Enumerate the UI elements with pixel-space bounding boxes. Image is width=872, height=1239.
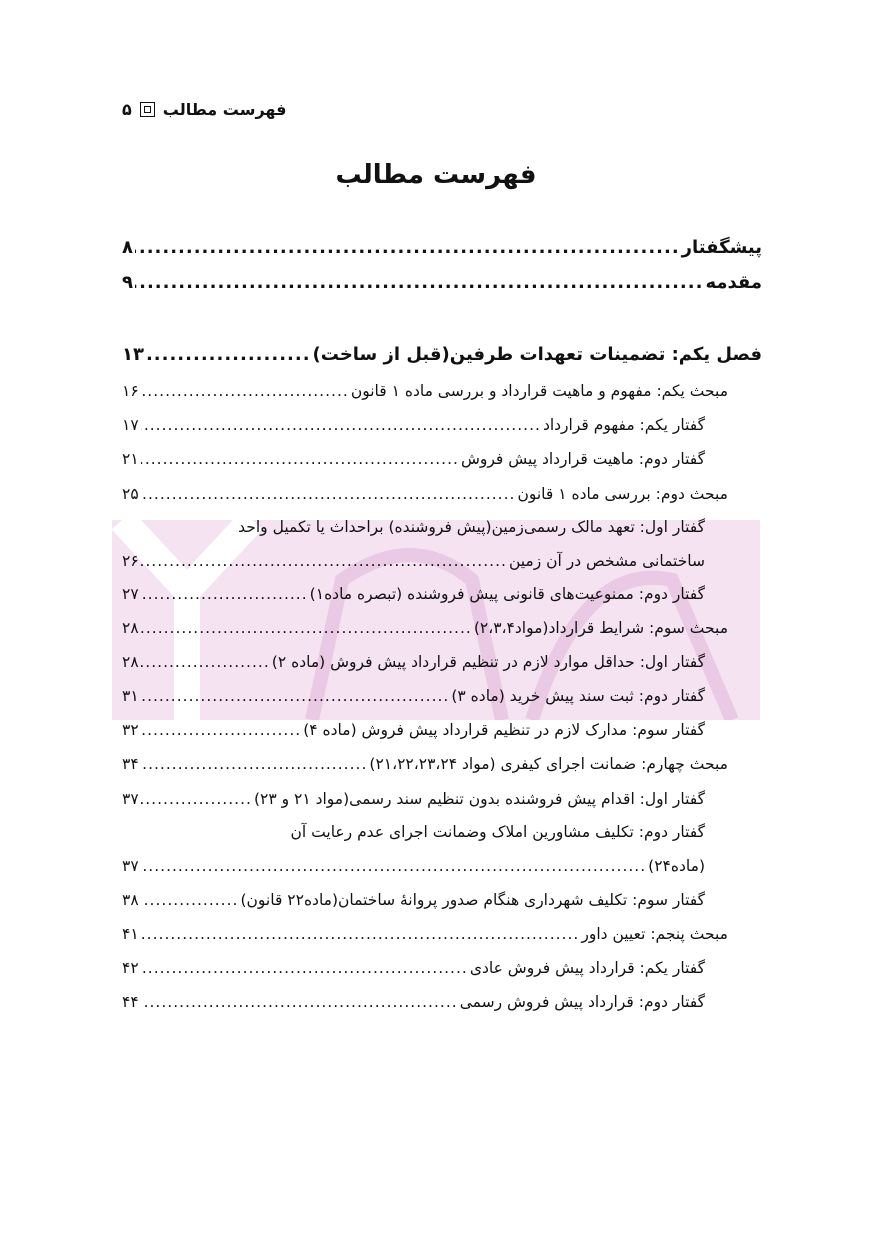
toc-entry[interactable] <box>122 540 705 570</box>
toc-entry[interactable] <box>122 263 762 293</box>
dot-leader <box>141 416 541 434</box>
toc-entry[interactable] <box>122 438 705 468</box>
toc-entry-page: ۳۲ <box>122 721 139 739</box>
dot-leader <box>141 755 368 773</box>
toc-entry[interactable] <box>122 811 705 841</box>
toc-entry-page: ۳۸ <box>122 891 139 909</box>
toc-entry-title: گفتار سوم: تکلیف شهرداری هنگام صدور پروانهٔ ساختمان(ماده۲۲ قانون) <box>240 891 705 909</box>
dot-leader <box>135 237 680 258</box>
toc-entry-page: ۳۴ <box>122 755 139 773</box>
dot-leader <box>141 857 647 875</box>
toc-entry[interactable] <box>122 473 728 503</box>
toc-entry-page: ۳۱ <box>122 687 139 705</box>
toc-entry-page: ۲۷ <box>122 585 139 603</box>
toc-entry[interactable] <box>122 573 705 603</box>
toc-entry-title: گفتار دوم: ثبت سند پیش خرید (ماده ۳) <box>451 687 705 705</box>
toc-entry-page: ۲۱ <box>122 450 139 468</box>
toc-entry[interactable] <box>122 709 705 739</box>
running-header-page: ۵ <box>122 100 132 119</box>
dot-leader <box>141 993 458 1011</box>
toc-entry-title: گفتار سوم: مدارک لازم در تنظیم قرارداد پیش فروش (ماده ۴) <box>303 721 705 739</box>
toc-entry-title: گفتار یکم: قرارداد پیش فروش عادی <box>469 959 705 977</box>
toc-entry-title: مبحث سوم: شرایط قرارداد(مواد۲،۳،۴) <box>473 619 728 637</box>
toc-entry[interactable] <box>122 404 705 434</box>
toc-entry-title: گفتار دوم: قرارداد پیش فروش رسمی <box>459 993 705 1011</box>
toc-entry-title: گفتار دوم: ماهیت قرارداد پیش فروش <box>460 450 705 468</box>
page-title: فهرست مطالب <box>335 160 537 190</box>
toc-entry-page: ۱۶ <box>122 382 139 400</box>
toc-entry-title: گفتار دوم: تکلیف مشاورین املاک وضمانت اجرای عدم رعایت آن <box>290 823 705 841</box>
dot-leader <box>141 653 270 671</box>
toc-entry-title: (ماده۲۴) <box>648 857 705 875</box>
toc-entry-title: مبحث چهارم: ضمانت اجرای کیفری (مواد ۲۱،۲۲،۲۳،۲۴) <box>369 755 728 773</box>
toc-entry-title: پیشگفتار <box>681 237 762 258</box>
dot-leader <box>141 721 302 739</box>
dot-leader <box>141 687 450 705</box>
dot-leader <box>135 272 703 293</box>
toc-entry[interactable] <box>122 335 762 365</box>
toc-entry-page: ۱۳ <box>122 344 144 365</box>
toc-entry[interactable] <box>122 607 728 637</box>
toc-entry-title: گفتار دوم: ممنوعیت‌های قانونی پیش فروشنده (تبصره ماده۱) <box>309 585 705 603</box>
toc-entry-title: گفتار اول: حداقل موارد لازم در تنظیم قرارداد پیش فروش (ماده ۲) <box>271 653 705 671</box>
toc-entry[interactable] <box>122 370 728 400</box>
toc-entry-page: ۲۸ <box>122 653 139 671</box>
square-ornament-icon <box>140 102 155 117</box>
toc-entry-title: گفتار اول: اقدام پیش فروشنده بدون تنظیم سند رسمی(مواد ۲۱ و ۲۳) <box>253 790 705 808</box>
dot-leader <box>141 891 239 909</box>
running-header-title: فهرست مطالب <box>162 100 287 119</box>
toc-entry-page: ۳۷ <box>122 790 139 808</box>
dot-leader <box>141 790 252 808</box>
toc-entry[interactable] <box>122 981 705 1011</box>
toc-entry-title: مبحث یکم: مفهوم و ماهیت قرارداد و بررسی ماده ۱ قانون <box>350 382 728 400</box>
toc-entry-page: ۲۵ <box>122 485 139 503</box>
dot-leader <box>141 585 308 603</box>
toc-entry[interactable] <box>122 675 705 705</box>
toc-entry-page: ۲۶ <box>122 552 139 570</box>
toc-entry[interactable] <box>122 913 728 943</box>
toc-entry-title: مقدمه <box>705 272 762 293</box>
toc-entry[interactable] <box>122 879 705 909</box>
dot-leader <box>141 485 516 503</box>
toc-entry-page: ۳۷ <box>122 857 139 875</box>
toc-entry-title: گفتار اول: تعهد مالک رسمی‌زمین(پیش فروشنده) براحداث یا تکمیل واحد <box>238 518 705 536</box>
toc-entry[interactable] <box>122 506 705 536</box>
dot-leader <box>141 552 507 570</box>
toc-entry-page: ۸ <box>122 237 133 258</box>
dot-leader <box>146 344 311 365</box>
dot-leader <box>141 959 468 977</box>
toc-entry-title: فصل یکم: تضمینات تعهدات طرفین(قبل از ساخت) <box>312 344 762 365</box>
toc-entry-page: ۹ <box>122 272 133 293</box>
toc-entry-title: ساختمانی مشخص در آن زمین <box>508 552 705 570</box>
toc-entry[interactable] <box>122 947 705 977</box>
toc-entry-page: ۴۲ <box>122 959 139 977</box>
toc-entry-page: ۴۱ <box>122 925 139 943</box>
dot-leader <box>141 619 472 637</box>
toc-entry[interactable] <box>122 641 705 671</box>
toc-entry-title: مبحث دوم: بررسی ماده ۱ قانون <box>517 485 728 503</box>
dot-leader <box>141 925 580 943</box>
toc-entry-page: ۱۷ <box>122 416 139 434</box>
toc-entry[interactable] <box>122 845 705 875</box>
toc-entry-title: مبحث پنجم: تعیین داور <box>581 925 728 943</box>
dot-leader <box>141 382 349 400</box>
toc-entry[interactable] <box>122 778 705 808</box>
toc-entry[interactable] <box>122 228 762 258</box>
toc-entry-title: گفتار یکم: مفهوم قرارداد <box>542 416 705 434</box>
running-header <box>122 100 286 119</box>
toc-entry-page: ۴۴ <box>122 993 139 1011</box>
toc-entry[interactable] <box>122 743 728 773</box>
toc-entry-page: ۲۸ <box>122 619 139 637</box>
dot-leader <box>141 450 459 468</box>
